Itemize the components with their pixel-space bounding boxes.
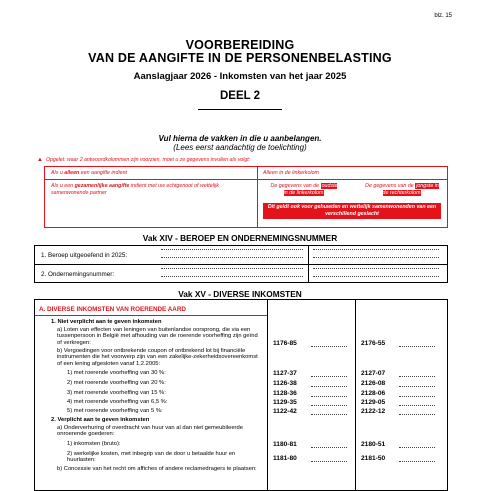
code-right: 2127-07 bbox=[361, 370, 386, 377]
warning-text: Opgelet: waar 2 antwoordkolommen zijn voorzien, moet u ze gegevens invullen als volgt: bbox=[45, 157, 251, 163]
code-left: 1127-37 bbox=[273, 370, 297, 377]
legend-joint-filer: Als u een gezamenlijke aangifte indient met uw echtgenoot of wettelijk samenwonende partner bbox=[51, 183, 219, 196]
legend-divider-horizontal bbox=[45, 179, 447, 180]
amount-field-right[interactable] bbox=[399, 447, 435, 448]
vak14-box bbox=[34, 245, 448, 283]
legend-divider-vertical bbox=[257, 167, 258, 227]
warning-triangle-icon: ▲ bbox=[37, 157, 43, 163]
column-legend-box bbox=[44, 166, 448, 228]
profession-field-left[interactable] bbox=[161, 249, 303, 250]
legend-single-column: Alleen in de linkerkolom bbox=[263, 170, 319, 176]
amount-field-right[interactable] bbox=[399, 396, 435, 397]
code-right: 2126-08 bbox=[361, 380, 386, 387]
gross-income-label: 1) inkomsten (bruto): bbox=[67, 441, 121, 447]
code-right: 2181-50 bbox=[361, 455, 386, 462]
amount-field-left[interactable] bbox=[311, 405, 347, 406]
code-left: 1180-81 bbox=[273, 441, 297, 448]
rate-6-5-label: 4) met roerende voorheffing van 6,5 %: bbox=[67, 399, 168, 405]
amount-field-right[interactable] bbox=[399, 405, 435, 406]
rate-15-label: 3) met roerende voorheffing van 15 %: bbox=[67, 390, 166, 396]
item1a-text: a) Loten van effecten van leningen van buitenlandse oorsprong, die via een tussenpersoon in België met afhouding van de roerende voorheffing zijn geïnd of verkregen: bbox=[57, 327, 258, 346]
code-right: 2129-05 bbox=[361, 399, 386, 406]
amount-field-left[interactable] bbox=[311, 376, 347, 377]
item2b-text: b) Concessie van het recht om affiches of andere reclamedragers te plaatsen: bbox=[57, 466, 257, 472]
legend-single-filer: Als u alleen een aangifte indient bbox=[51, 170, 127, 176]
amount-field-left[interactable] bbox=[311, 396, 347, 397]
legend-banner: Dit geldt ook voor gehuwden en wettelijk samenwonenden van een verschillend geslacht bbox=[263, 203, 441, 219]
item1b-text: b) Vergoedingen voor ontbrekende coupon of ontbrekend lot bij financiële instrumenten die het voorwerp zijn van een zakelijke-zekerheidsovereenkomst of een lening afgesloten vanaf 1.2.2005: bbox=[57, 348, 258, 367]
rate-20-label: 2) met roerende voorheffing van 20 %: bbox=[67, 380, 166, 386]
page-number: blz. 15 bbox=[434, 13, 452, 19]
profession-field-left-2[interactable] bbox=[161, 257, 303, 258]
vak15-divider-left bbox=[267, 300, 268, 490]
section-a-heading: A. DIVERSE INKOMSTEN VAN ROERENDE AARD bbox=[39, 306, 186, 313]
form-title-line2: VAN DE AANGIFTE IN DE PERSONENBELASTING bbox=[88, 51, 392, 65]
profession-field-right-2[interactable] bbox=[313, 257, 439, 258]
enterprise-field-left[interactable] bbox=[161, 268, 303, 269]
profession-label: 1. Beroep uitgeoefend in 2025: bbox=[41, 252, 128, 259]
code-right: 2128-06 bbox=[361, 390, 386, 397]
amount-field-right[interactable] bbox=[399, 346, 435, 347]
item1-heading: 1. Niet verplicht aan te geven inkomsten bbox=[51, 319, 162, 325]
vak15-title: Vak XV - DIVERSE INKOMSTEN bbox=[178, 289, 302, 299]
rate-30-label: 1) met roerende voorheffing van 30 %: bbox=[67, 370, 166, 376]
part-label: DEEL 2 bbox=[219, 90, 261, 102]
profession-field-right[interactable] bbox=[313, 249, 439, 250]
amount-field-left[interactable] bbox=[311, 447, 347, 448]
amount-field-right[interactable] bbox=[399, 414, 435, 415]
vak15-divider-right bbox=[355, 300, 356, 490]
form-subtitle: Aanslagjaar 2026 - Inkomsten van het jaar 2025 bbox=[133, 71, 347, 82]
vak14-column-divider bbox=[308, 246, 309, 282]
code-right: 2180-51 bbox=[361, 441, 386, 448]
intro-line2: (Lees eerst aandachtig de toelichting) bbox=[173, 143, 307, 152]
vak14-row-profession bbox=[35, 246, 447, 265]
legend-right-column: De gegevens van de jongste in de rechterkolom bbox=[365, 183, 439, 196]
code-right: 2176-55 bbox=[361, 340, 386, 347]
code-left: 1126-38 bbox=[273, 380, 297, 387]
amount-field-left[interactable] bbox=[311, 414, 347, 415]
code-left: 1129-35 bbox=[273, 399, 297, 406]
code-left: 1176-85 bbox=[273, 340, 297, 347]
amount-field-right[interactable] bbox=[399, 376, 435, 377]
code-left: 1181-80 bbox=[273, 455, 297, 462]
item2a-text: a) Onderverhuring of overdracht van huur van al dan niet gemeubileerde onroerende goederen: bbox=[57, 425, 243, 438]
legend-left-column: De gegevens van de oudste in de linkerkolom bbox=[270, 183, 338, 196]
amount-field-left[interactable] bbox=[311, 461, 347, 462]
vak15-box bbox=[34, 299, 448, 491]
rate-5-label: 5) met roerende voorheffing van 5 %: bbox=[67, 408, 163, 414]
vak14-row-enterprise bbox=[35, 265, 447, 282]
enterprise-field-right-2[interactable] bbox=[313, 276, 439, 277]
code-left: 1122-42 bbox=[273, 408, 297, 415]
enterprise-number-label: 2. Ondernemingsnummer: bbox=[41, 271, 115, 278]
intro-line1: Vul hierna de vakken in die u aanbelangen. bbox=[158, 134, 322, 143]
enterprise-field-left-2[interactable] bbox=[161, 276, 303, 277]
real-costs-label: 2) werkelijke kosten, met inbegrip van de door u betaalde huur en huurlasten: bbox=[67, 451, 236, 464]
section-a-underline bbox=[35, 315, 267, 316]
enterprise-field-right[interactable] bbox=[313, 268, 439, 269]
code-right: 2122-12 bbox=[361, 408, 386, 415]
amount-field-right[interactable] bbox=[399, 461, 435, 462]
part-underline bbox=[198, 109, 282, 110]
vak14-title: Vak XIV - BEROEP EN ONDERNEMINGSNUMMER bbox=[142, 233, 338, 243]
warning-note bbox=[37, 157, 250, 163]
amount-field-left[interactable] bbox=[311, 386, 347, 387]
code-left: 1128-36 bbox=[273, 390, 297, 397]
form-title-line1: VOORBEREIDING bbox=[185, 38, 295, 52]
amount-field-left[interactable] bbox=[311, 346, 347, 347]
item2-heading: 2. Verplicht aan te geven inkomsten bbox=[51, 417, 150, 423]
amount-field-right[interactable] bbox=[399, 386, 435, 387]
